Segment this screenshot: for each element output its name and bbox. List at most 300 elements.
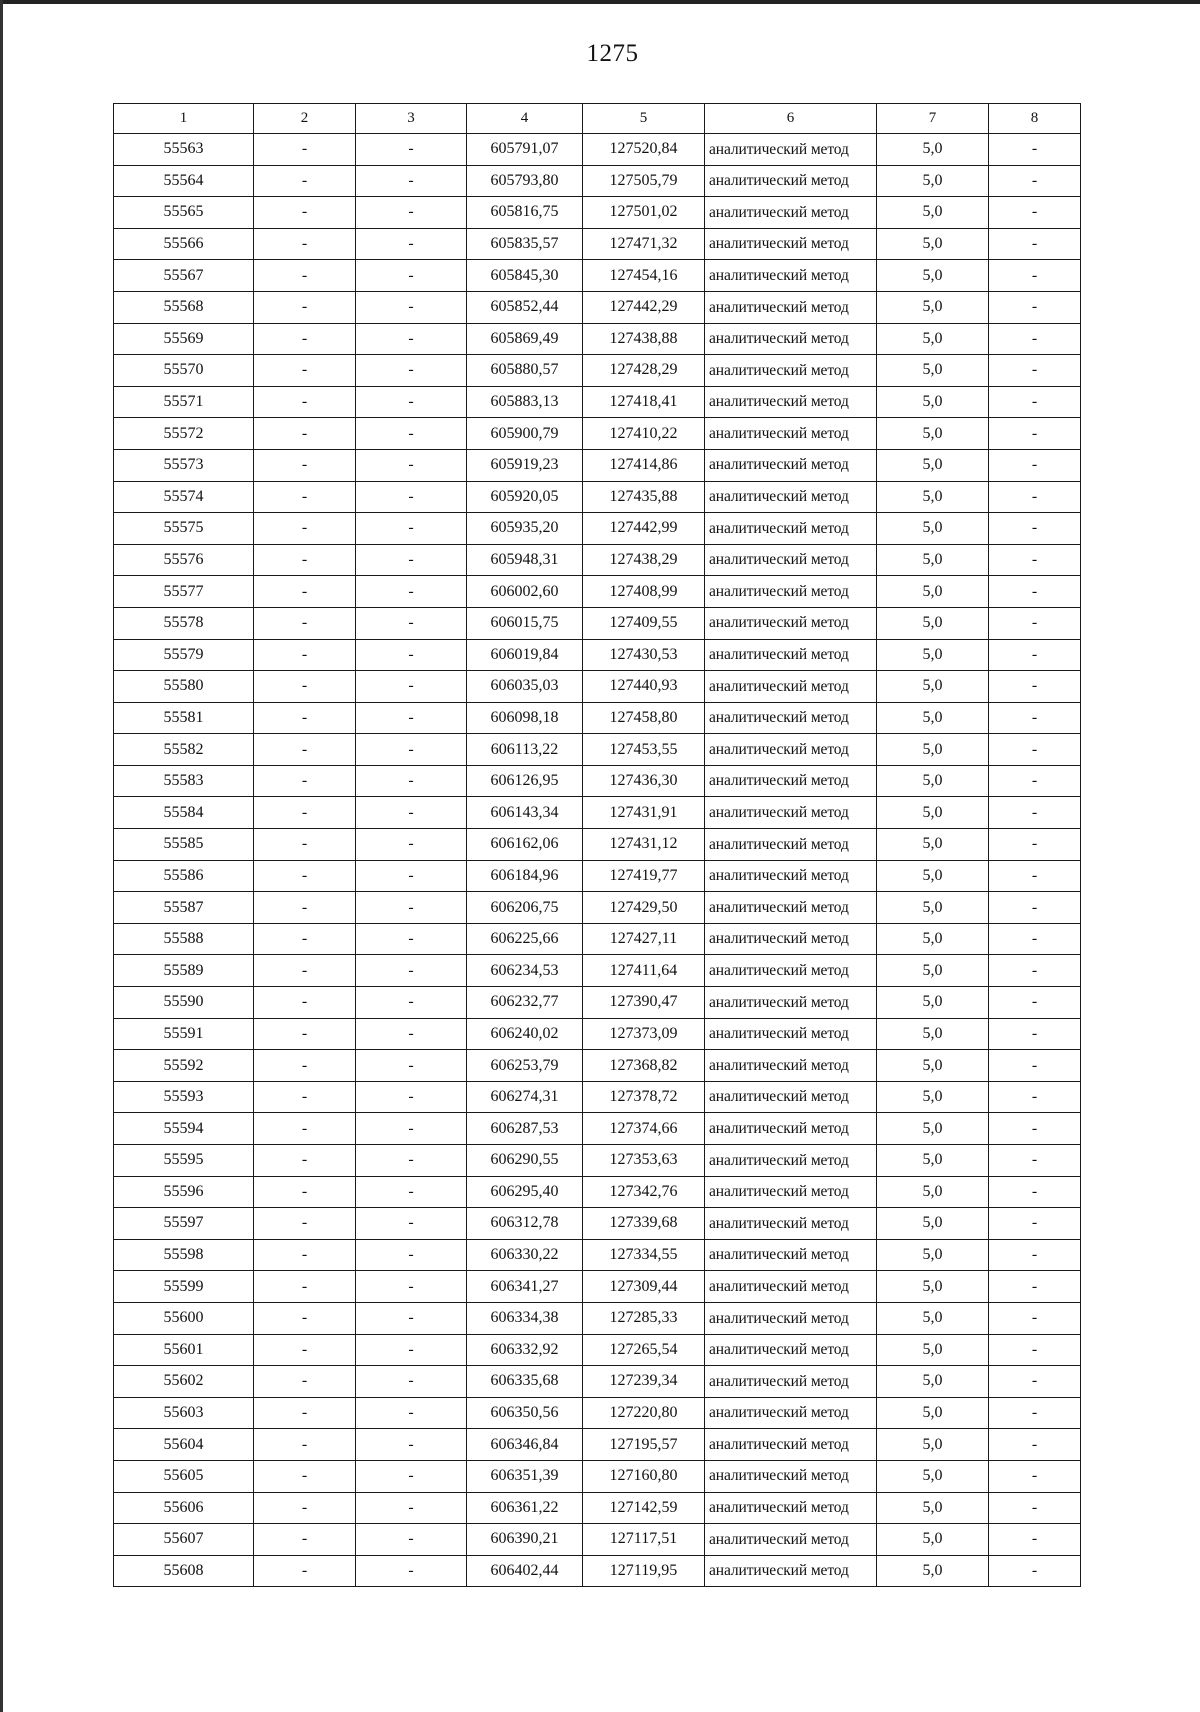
- col3-cell: -: [356, 671, 467, 703]
- y-coordinate-cell: 127265,54: [583, 1334, 705, 1366]
- x-coordinate-cell: 605919,23: [467, 449, 583, 481]
- col2-cell: -: [254, 355, 356, 387]
- point-number-cell: 55584: [114, 797, 254, 829]
- y-coordinate-cell: 127411,64: [583, 955, 705, 987]
- method-cell: аналитический метод: [705, 260, 877, 292]
- col8-cell: -: [989, 1524, 1081, 1556]
- table-row: [114, 1397, 1081, 1429]
- col8-cell: -: [989, 323, 1081, 355]
- column-header: 2: [254, 104, 356, 134]
- table-row: [114, 418, 1081, 450]
- scan-edge-left: [0, 0, 3, 1712]
- point-number-cell: 55589: [114, 955, 254, 987]
- point-number-cell: 55605: [114, 1460, 254, 1492]
- table-row: [114, 987, 1081, 1019]
- col2-cell: -: [254, 734, 356, 766]
- col3-cell: -: [356, 702, 467, 734]
- table-row: [114, 481, 1081, 513]
- y-coordinate-cell: 127160,80: [583, 1460, 705, 1492]
- point-number-cell: 55567: [114, 260, 254, 292]
- col2-cell: -: [254, 1176, 356, 1208]
- y-coordinate-cell: 127334,55: [583, 1239, 705, 1271]
- col3-cell: -: [356, 134, 467, 166]
- point-number-cell: 55564: [114, 165, 254, 197]
- method-cell: аналитический метод: [705, 1271, 877, 1303]
- table-row: [114, 892, 1081, 924]
- accuracy-cell: 5,0: [877, 734, 989, 766]
- col8-cell: -: [989, 987, 1081, 1019]
- col8-cell: -: [989, 260, 1081, 292]
- accuracy-cell: 5,0: [877, 765, 989, 797]
- x-coordinate-cell: 606232,77: [467, 987, 583, 1019]
- point-number-cell: 55606: [114, 1492, 254, 1524]
- method-cell: аналитический метод: [705, 923, 877, 955]
- col3-cell: -: [356, 449, 467, 481]
- col2-cell: -: [254, 860, 356, 892]
- col3-cell: -: [356, 1492, 467, 1524]
- accuracy-cell: 5,0: [877, 513, 989, 545]
- accuracy-cell: 5,0: [877, 449, 989, 481]
- y-coordinate-cell: 127435,88: [583, 481, 705, 513]
- col8-cell: -: [989, 1081, 1081, 1113]
- x-coordinate-cell: 606035,03: [467, 671, 583, 703]
- method-cell: аналитический метод: [705, 291, 877, 323]
- y-coordinate-cell: 127431,91: [583, 797, 705, 829]
- method-cell: аналитический метод: [705, 702, 877, 734]
- col3-cell: -: [356, 1208, 467, 1240]
- column-header: 3: [356, 104, 467, 134]
- accuracy-cell: 5,0: [877, 1145, 989, 1177]
- accuracy-cell: 5,0: [877, 1492, 989, 1524]
- col2-cell: -: [254, 513, 356, 545]
- y-coordinate-cell: 127438,29: [583, 544, 705, 576]
- x-coordinate-cell: 606098,18: [467, 702, 583, 734]
- table-row: [114, 639, 1081, 671]
- method-cell: аналитический метод: [705, 765, 877, 797]
- point-number-cell: 55599: [114, 1271, 254, 1303]
- table-row: [114, 734, 1081, 766]
- point-number-cell: 55580: [114, 671, 254, 703]
- accuracy-cell: 5,0: [877, 481, 989, 513]
- table-row: [114, 1113, 1081, 1145]
- col3-cell: -: [356, 1524, 467, 1556]
- col2-cell: -: [254, 1397, 356, 1429]
- method-cell: аналитический метод: [705, 165, 877, 197]
- point-number-cell: 55582: [114, 734, 254, 766]
- col2-cell: -: [254, 1492, 356, 1524]
- col3-cell: -: [356, 386, 467, 418]
- y-coordinate-cell: 127419,77: [583, 860, 705, 892]
- x-coordinate-cell: 605793,80: [467, 165, 583, 197]
- y-coordinate-cell: 127458,80: [583, 702, 705, 734]
- accuracy-cell: 5,0: [877, 1302, 989, 1334]
- x-coordinate-cell: 606390,21: [467, 1524, 583, 1556]
- col2-cell: -: [254, 702, 356, 734]
- y-coordinate-cell: 127438,88: [583, 323, 705, 355]
- column-header: 7: [877, 104, 989, 134]
- table-row: [114, 1239, 1081, 1271]
- col8-cell: -: [989, 134, 1081, 166]
- column-header: 1: [114, 104, 254, 134]
- col8-cell: -: [989, 765, 1081, 797]
- method-cell: аналитический метод: [705, 987, 877, 1019]
- x-coordinate-cell: 606402,44: [467, 1555, 583, 1587]
- col2-cell: -: [254, 797, 356, 829]
- column-header: 4: [467, 104, 583, 134]
- table-row: [114, 1018, 1081, 1050]
- accuracy-cell: 5,0: [877, 1334, 989, 1366]
- col2-cell: -: [254, 228, 356, 260]
- point-number-cell: 55587: [114, 892, 254, 924]
- point-number-cell: 55581: [114, 702, 254, 734]
- method-cell: аналитический метод: [705, 134, 877, 166]
- point-number-cell: 55590: [114, 987, 254, 1019]
- col8-cell: -: [989, 544, 1081, 576]
- col8-cell: -: [989, 892, 1081, 924]
- col2-cell: -: [254, 1334, 356, 1366]
- col8-cell: -: [989, 1492, 1081, 1524]
- accuracy-cell: 5,0: [877, 386, 989, 418]
- col3-cell: -: [356, 1239, 467, 1271]
- col3-cell: -: [356, 513, 467, 545]
- y-coordinate-cell: 127408,99: [583, 576, 705, 608]
- col8-cell: -: [989, 1397, 1081, 1429]
- col3-cell: -: [356, 323, 467, 355]
- col2-cell: -: [254, 1081, 356, 1113]
- col2-cell: -: [254, 197, 356, 229]
- point-number-cell: 55597: [114, 1208, 254, 1240]
- accuracy-cell: 5,0: [877, 1271, 989, 1303]
- col3-cell: -: [356, 1018, 467, 1050]
- col2-cell: -: [254, 165, 356, 197]
- method-cell: аналитический метод: [705, 481, 877, 513]
- point-number-cell: 55571: [114, 386, 254, 418]
- accuracy-cell: 5,0: [877, 702, 989, 734]
- point-number-cell: 55568: [114, 291, 254, 323]
- table-row: [114, 1334, 1081, 1366]
- col3-cell: -: [356, 987, 467, 1019]
- point-number-cell: 55595: [114, 1145, 254, 1177]
- point-number-cell: 55563: [114, 134, 254, 166]
- point-number-cell: 55604: [114, 1429, 254, 1461]
- point-number-cell: 55602: [114, 1366, 254, 1398]
- col3-cell: -: [356, 355, 467, 387]
- col2-cell: -: [254, 1366, 356, 1398]
- y-coordinate-cell: 127471,32: [583, 228, 705, 260]
- table-row: [114, 860, 1081, 892]
- x-coordinate-cell: 606295,40: [467, 1176, 583, 1208]
- col3-cell: -: [356, 1397, 467, 1429]
- accuracy-cell: 5,0: [877, 923, 989, 955]
- col8-cell: -: [989, 481, 1081, 513]
- col8-cell: -: [989, 1176, 1081, 1208]
- col2-cell: -: [254, 260, 356, 292]
- point-number-cell: 55585: [114, 829, 254, 861]
- col8-cell: -: [989, 1271, 1081, 1303]
- accuracy-cell: 5,0: [877, 955, 989, 987]
- coordinates-table: [113, 103, 1081, 1587]
- accuracy-cell: 5,0: [877, 892, 989, 924]
- x-coordinate-cell: 606312,78: [467, 1208, 583, 1240]
- accuracy-cell: 5,0: [877, 671, 989, 703]
- table-row: [114, 671, 1081, 703]
- col3-cell: -: [356, 1555, 467, 1587]
- method-cell: аналитический метод: [705, 197, 877, 229]
- x-coordinate-cell: 605948,31: [467, 544, 583, 576]
- col8-cell: -: [989, 197, 1081, 229]
- point-number-cell: 55573: [114, 449, 254, 481]
- y-coordinate-cell: 127429,50: [583, 892, 705, 924]
- accuracy-cell: 5,0: [877, 1081, 989, 1113]
- accuracy-cell: 5,0: [877, 1555, 989, 1587]
- col3-cell: -: [356, 197, 467, 229]
- x-coordinate-cell: 605900,79: [467, 418, 583, 450]
- y-coordinate-cell: 127505,79: [583, 165, 705, 197]
- accuracy-cell: 5,0: [877, 639, 989, 671]
- col8-cell: -: [989, 955, 1081, 987]
- x-coordinate-cell: 606162,06: [467, 829, 583, 861]
- method-cell: аналитический метод: [705, 797, 877, 829]
- x-coordinate-cell: 606019,84: [467, 639, 583, 671]
- method-cell: аналитический метод: [705, 1113, 877, 1145]
- accuracy-cell: 5,0: [877, 260, 989, 292]
- col2-cell: -: [254, 323, 356, 355]
- accuracy-cell: 5,0: [877, 291, 989, 323]
- y-coordinate-cell: 127428,29: [583, 355, 705, 387]
- x-coordinate-cell: 606332,92: [467, 1334, 583, 1366]
- col2-cell: -: [254, 892, 356, 924]
- method-cell: аналитический метод: [705, 1429, 877, 1461]
- table-row: [114, 291, 1081, 323]
- method-cell: аналитический метод: [705, 1145, 877, 1177]
- method-cell: аналитический метод: [705, 734, 877, 766]
- y-coordinate-cell: 127390,47: [583, 987, 705, 1019]
- col2-cell: -: [254, 134, 356, 166]
- accuracy-cell: 5,0: [877, 1460, 989, 1492]
- x-coordinate-cell: 605880,57: [467, 355, 583, 387]
- method-cell: аналитический метод: [705, 576, 877, 608]
- point-number-cell: 55592: [114, 1050, 254, 1082]
- col3-cell: -: [356, 765, 467, 797]
- x-coordinate-cell: 606253,79: [467, 1050, 583, 1082]
- table-row: [114, 955, 1081, 987]
- col3-cell: -: [356, 1176, 467, 1208]
- point-number-cell: 55588: [114, 923, 254, 955]
- y-coordinate-cell: 127431,12: [583, 829, 705, 861]
- col8-cell: -: [989, 702, 1081, 734]
- method-cell: аналитический метод: [705, 671, 877, 703]
- point-number-cell: 55570: [114, 355, 254, 387]
- y-coordinate-cell: 127373,09: [583, 1018, 705, 1050]
- col3-cell: -: [356, 607, 467, 639]
- accuracy-cell: 5,0: [877, 1524, 989, 1556]
- col8-cell: -: [989, 734, 1081, 766]
- col2-cell: -: [254, 386, 356, 418]
- y-coordinate-cell: 127453,55: [583, 734, 705, 766]
- method-cell: аналитический метод: [705, 1397, 877, 1429]
- accuracy-cell: 5,0: [877, 544, 989, 576]
- method-cell: аналитический метод: [705, 1555, 877, 1587]
- col8-cell: -: [989, 418, 1081, 450]
- col8-cell: -: [989, 291, 1081, 323]
- table-row: [114, 702, 1081, 734]
- x-coordinate-cell: 605935,20: [467, 513, 583, 545]
- col3-cell: -: [356, 1050, 467, 1082]
- method-cell: аналитический метод: [705, 829, 877, 861]
- y-coordinate-cell: 127430,53: [583, 639, 705, 671]
- col8-cell: -: [989, 671, 1081, 703]
- accuracy-cell: 5,0: [877, 860, 989, 892]
- col3-cell: -: [356, 1334, 467, 1366]
- col3-cell: -: [356, 1429, 467, 1461]
- col8-cell: -: [989, 1334, 1081, 1366]
- table-row: [114, 607, 1081, 639]
- y-coordinate-cell: 127442,99: [583, 513, 705, 545]
- table-row: [114, 1429, 1081, 1461]
- accuracy-cell: 5,0: [877, 829, 989, 861]
- col3-cell: -: [356, 165, 467, 197]
- point-number-cell: 55583: [114, 765, 254, 797]
- col8-cell: -: [989, 860, 1081, 892]
- accuracy-cell: 5,0: [877, 576, 989, 608]
- col2-cell: -: [254, 1302, 356, 1334]
- x-coordinate-cell: 605845,30: [467, 260, 583, 292]
- col8-cell: -: [989, 1302, 1081, 1334]
- y-coordinate-cell: 127501,02: [583, 197, 705, 229]
- table-row: [114, 1366, 1081, 1398]
- point-number-cell: 55591: [114, 1018, 254, 1050]
- col2-cell: -: [254, 576, 356, 608]
- col3-cell: -: [356, 291, 467, 323]
- method-cell: аналитический метод: [705, 1334, 877, 1366]
- method-cell: аналитический метод: [705, 1239, 877, 1271]
- col2-cell: -: [254, 291, 356, 323]
- x-coordinate-cell: 606350,56: [467, 1397, 583, 1429]
- method-cell: аналитический метод: [705, 1176, 877, 1208]
- method-cell: аналитический метод: [705, 1524, 877, 1556]
- y-coordinate-cell: 127378,72: [583, 1081, 705, 1113]
- col2-cell: -: [254, 1271, 356, 1303]
- col8-cell: -: [989, 1050, 1081, 1082]
- accuracy-cell: 5,0: [877, 607, 989, 639]
- y-coordinate-cell: 127309,44: [583, 1271, 705, 1303]
- table-row: [114, 829, 1081, 861]
- x-coordinate-cell: 606274,31: [467, 1081, 583, 1113]
- col2-cell: -: [254, 481, 356, 513]
- method-cell: аналитический метод: [705, 1208, 877, 1240]
- col8-cell: -: [989, 1018, 1081, 1050]
- col8-cell: -: [989, 639, 1081, 671]
- table-row: [114, 228, 1081, 260]
- col8-cell: -: [989, 576, 1081, 608]
- col8-cell: -: [989, 1145, 1081, 1177]
- point-number-cell: 55608: [114, 1555, 254, 1587]
- accuracy-cell: 5,0: [877, 1366, 989, 1398]
- table-row: [114, 513, 1081, 545]
- col8-cell: -: [989, 449, 1081, 481]
- col2-cell: -: [254, 923, 356, 955]
- col8-cell: -: [989, 1460, 1081, 1492]
- y-coordinate-cell: 127117,51: [583, 1524, 705, 1556]
- method-cell: аналитический метод: [705, 355, 877, 387]
- point-number-cell: 55575: [114, 513, 254, 545]
- x-coordinate-cell: 606234,53: [467, 955, 583, 987]
- point-number-cell: 55578: [114, 607, 254, 639]
- col8-cell: -: [989, 1113, 1081, 1145]
- table-row: [114, 386, 1081, 418]
- col3-cell: -: [356, 418, 467, 450]
- header-row: [114, 104, 1081, 134]
- table-row: [114, 1081, 1081, 1113]
- y-coordinate-cell: 127436,30: [583, 765, 705, 797]
- y-coordinate-cell: 127440,93: [583, 671, 705, 703]
- point-number-cell: 55600: [114, 1302, 254, 1334]
- col3-cell: -: [356, 860, 467, 892]
- point-number-cell: 55594: [114, 1113, 254, 1145]
- col2-cell: -: [254, 544, 356, 576]
- method-cell: аналитический метод: [705, 607, 877, 639]
- col3-cell: -: [356, 1271, 467, 1303]
- col8-cell: -: [989, 1239, 1081, 1271]
- x-coordinate-cell: 605835,57: [467, 228, 583, 260]
- y-coordinate-cell: 127442,29: [583, 291, 705, 323]
- point-number-cell: 55598: [114, 1239, 254, 1271]
- x-coordinate-cell: 606335,68: [467, 1366, 583, 1398]
- col2-cell: -: [254, 1524, 356, 1556]
- col2-cell: -: [254, 639, 356, 671]
- x-coordinate-cell: 606015,75: [467, 607, 583, 639]
- point-number-cell: 55569: [114, 323, 254, 355]
- col3-cell: -: [356, 576, 467, 608]
- table-row: [114, 797, 1081, 829]
- col8-cell: -: [989, 1366, 1081, 1398]
- table-row: [114, 765, 1081, 797]
- column-header: 8: [989, 104, 1081, 134]
- col2-cell: -: [254, 1113, 356, 1145]
- col2-cell: -: [254, 1429, 356, 1461]
- point-number-cell: 55572: [114, 418, 254, 450]
- accuracy-cell: 5,0: [877, 1113, 989, 1145]
- x-coordinate-cell: 606225,66: [467, 923, 583, 955]
- col3-cell: -: [356, 1302, 467, 1334]
- y-coordinate-cell: 127285,33: [583, 1302, 705, 1334]
- col2-cell: -: [254, 829, 356, 861]
- x-coordinate-cell: 606290,55: [467, 1145, 583, 1177]
- y-coordinate-cell: 127195,57: [583, 1429, 705, 1461]
- point-number-cell: 55601: [114, 1334, 254, 1366]
- table-row: [114, 197, 1081, 229]
- x-coordinate-cell: 605920,05: [467, 481, 583, 513]
- method-cell: аналитический метод: [705, 1366, 877, 1398]
- method-cell: аналитический метод: [705, 1302, 877, 1334]
- method-cell: аналитический метод: [705, 418, 877, 450]
- method-cell: аналитический метод: [705, 544, 877, 576]
- col2-cell: -: [254, 1145, 356, 1177]
- accuracy-cell: 5,0: [877, 1429, 989, 1461]
- col2-cell: -: [254, 1460, 356, 1492]
- x-coordinate-cell: 606113,22: [467, 734, 583, 766]
- col8-cell: -: [989, 1208, 1081, 1240]
- y-coordinate-cell: 127520,84: [583, 134, 705, 166]
- table-row: [114, 165, 1081, 197]
- accuracy-cell: 5,0: [877, 323, 989, 355]
- accuracy-cell: 5,0: [877, 197, 989, 229]
- col2-cell: -: [254, 1018, 356, 1050]
- x-coordinate-cell: 606334,38: [467, 1302, 583, 1334]
- point-number-cell: 55579: [114, 639, 254, 671]
- col3-cell: -: [356, 1460, 467, 1492]
- table-row: [114, 1176, 1081, 1208]
